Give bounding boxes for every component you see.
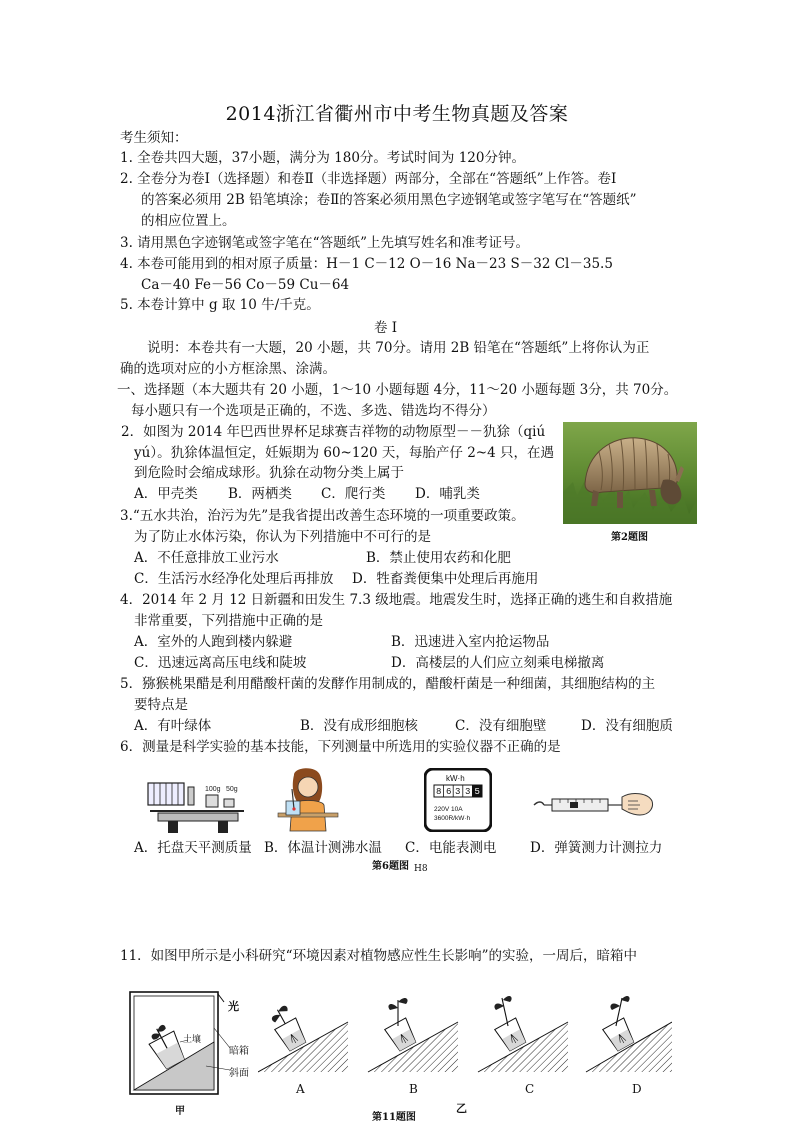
option: B．没有成形细胞核 [300, 718, 418, 734]
question-2: 2．如图为 2014 年巴西世界杯足球赛吉祥物的动物原型－－犰狳（qiú [121, 424, 546, 440]
weight-label: 100g [205, 786, 221, 793]
question-4: 4．2014 年 2 月 12 日新疆和田发生 7.3 级地震。地震发生时，选择正确的逃生和自救措施 [120, 592, 673, 608]
meter-digit: 5 [474, 787, 480, 797]
balance-figure [144, 773, 252, 835]
notice-heading: 考生须知： [120, 130, 188, 146]
figure-yi: 乙 [456, 1102, 467, 1115]
label-darkbox: 暗箱 [229, 1046, 249, 1057]
option: D．弹簧测力计测拉力 [530, 840, 663, 856]
option: A．室外的人跑到楼内躲避 [134, 634, 293, 650]
figure-jia: 甲 [175, 1106, 185, 1117]
label-soil: 土壤 [183, 1035, 202, 1045]
notice-item: 3. 请用黑色字迹钢笔或签字笔在“答题纸”上先填写姓名和准考证号。 [120, 235, 529, 251]
figure-caption: 第6题图 [372, 861, 409, 872]
meter-digit: 6 [446, 787, 452, 797]
option: C．没有细胞壁 [455, 718, 547, 734]
spring-scale-figure [532, 787, 656, 825]
notice-item: 4. 本卷可能用到的相对原子质量：H－1 C－12 O－16 Na－23 S－32 Cl－35.5 [120, 256, 613, 272]
volume-desc: 确的选项对应的小方框涂黑、涂满。 [120, 361, 336, 377]
option-figures [258, 986, 672, 1076]
option: A．托盘天平测质量 [134, 840, 252, 856]
option-a-diagram [258, 1003, 348, 1072]
option-c-diagram [478, 996, 568, 1072]
question-4: 非常重要，下列措施中正确的是 [134, 613, 323, 629]
question-5: 5．猕猴桃果醋是利用醋酸杆菌的发酵作用制成的，醋酸杆菌是一种细菌，其细胞结构的主 [120, 676, 656, 692]
option-d-label: D [632, 1082, 642, 1096]
option: D．牲畜粪便集中处理后再施用 [352, 571, 539, 587]
option-a-label: A [296, 1082, 305, 1096]
question-6: 6．测量是科学实验的基本技能，下列测量中所选用的实验仪器不正确的是 [120, 739, 561, 755]
option: D．哺乳类 [415, 486, 480, 502]
electric-meter-figure [424, 768, 492, 832]
weight-label: 50g [226, 786, 238, 793]
notice-item: Ca－40 Fe－56 Co－59 Cu－64 [141, 277, 350, 293]
meter-digit: 3 [455, 787, 461, 797]
question-2: yú）。犰狳体温恒定，妊娠期为 60~120 天，每胎产仔 2~4 只，在遇 [134, 445, 554, 461]
notice-item: 1. 全卷共四大题，37小题，满分为 180分。考试时间为 120分钟。 [120, 150, 525, 166]
notice-item: 2. 全卷分为卷Ⅰ（选择题）和卷Ⅱ（非选择题）两部分，全部在“答题纸”上作答。卷Ⅰ [120, 171, 617, 187]
option: D．高楼层的人们应立刻乘电梯撤离 [391, 655, 605, 671]
option: B．禁止使用农药和化肥 [366, 550, 511, 566]
meter-digit: 3 [465, 787, 471, 797]
meter-spec: 220V 10A [434, 806, 463, 813]
meter-rate: 3600R/kW·h [434, 815, 471, 822]
label-slope: 斜面 [229, 1068, 249, 1079]
question-11: 11．如图甲所示是小科研究“环境因素对植物感应性生长影响”的实验，一周后，暗箱中 [120, 948, 637, 964]
option: B．迅速进入室内抢运物品 [391, 634, 550, 650]
notice-item: 5. 本卷计算中 g 取 10 牛/千克。 [120, 297, 320, 313]
meter-unit: kW·h [446, 774, 465, 783]
option: C．电能表测电 [405, 840, 497, 856]
notice-item: 的相应位置上。 [141, 213, 236, 229]
question-5: 要特点是 [134, 697, 188, 713]
option: D．没有细胞质 [581, 718, 673, 734]
meter-digit: 8 [436, 787, 442, 797]
volume-desc: 说明：本卷共有一大题，20 小题，共 70分。请用 2B 铅笔在“答题纸”上将你认为正 [147, 340, 650, 356]
section-heading: 一、选择题（本大题共有 20 小题，1～10 小题每题 4分，11～20 小题每题 3分，共 70分。 [117, 382, 678, 398]
option: C．生活污水经净化处理后再排放 [134, 571, 334, 587]
option: A．有叶绿体 [134, 718, 212, 734]
figure-caption: 第2题图 [611, 532, 648, 543]
option: A．甲壳类 [134, 486, 198, 502]
page-title: 2014浙江省衢州市中考生物真题及答案 [225, 103, 569, 125]
option: B．两栖类 [228, 486, 292, 502]
option: B．体温计测沸水温 [264, 840, 382, 856]
stray-mark: H8 [414, 864, 428, 874]
notice-item: 的答案必须用 2B 铅笔填涂；卷Ⅱ的答案必须用黑色字迹钢笔或签字笔写在“答题纸” [141, 192, 637, 208]
option: C．迅速远离高压电线和陡坡 [134, 655, 307, 671]
section-heading: 每小题只有一个选项是正确的，不选、多选、错选均不得分） [131, 403, 496, 419]
armadillo-photo [563, 422, 697, 524]
option: A．不任意排放工业污水 [134, 550, 279, 566]
option-b-label: B [409, 1082, 418, 1096]
option-b-diagram [368, 998, 458, 1072]
question-2: 到危险时会缩成球形。犰狳在动物分类上属于 [134, 465, 404, 481]
option: C．爬行类 [321, 486, 386, 502]
question-3: 为了防止水体污染，你认为下列措施中不可行的是 [134, 529, 431, 545]
question-3: 3.“五水共治，治污为先”是我省提出改善生态环境的一项重要政策。 [120, 508, 525, 524]
thermometer-figure [272, 765, 344, 837]
volume-title: 卷 Ⅰ [374, 320, 398, 336]
option-c-label: C [525, 1082, 535, 1096]
option-d-diagram [586, 996, 672, 1072]
label-light: 光 [228, 1000, 239, 1013]
figure-caption: 第11题图 [372, 1112, 416, 1123]
